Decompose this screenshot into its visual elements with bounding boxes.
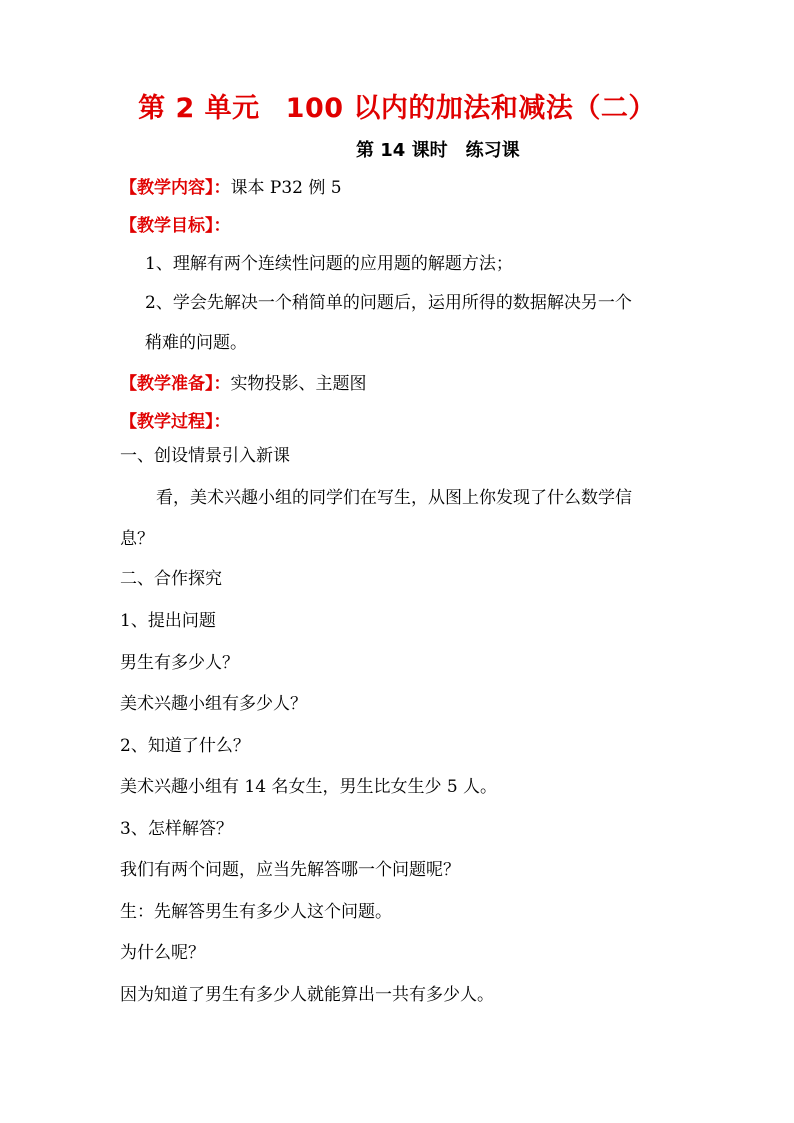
step-3-line-c: 为什么呢？ [120,943,205,963]
section-1-heading: 一、创设情景引入新课 [120,446,290,466]
goals-label: 【教学目标】： [120,216,231,236]
step-2-heading: 2、知道了什么？ [120,736,250,756]
unit-title [0,86,794,125]
content-line [120,176,342,200]
section-1-paragraph-line1: 看，美术兴趣小组的同学们在写生，从图上你发现了什么数学信 [156,488,632,508]
content-text: 课本 P32 例 5 [230,178,342,198]
step-1-heading: 1、提出问题 [120,611,216,631]
section-1-paragraph-line2: 息？ [120,529,154,549]
step-2-answer: 美术兴趣小组有 14 名女生，男生比女生少 5 人。 [120,777,498,797]
section-2-heading: 二、合作探究 [120,569,222,589]
lesson-number: 第 14 课时 [356,140,448,161]
goal-item-2-line1: 2、学会先解决一个稍简单的问题后，运用所得的数据解决另一个 [145,293,632,313]
lesson-type: 练习课 [465,140,520,161]
step-3-line-d: 因为知道了男生有多少人就能算出一共有多少人。 [120,985,494,1005]
unit-title-name: 100 以内的加法和减法（二） [285,93,656,124]
step-3-line-a: 我们有两个问题，应当先解答哪一个问题呢？ [120,860,460,880]
step-3-heading: 3、怎样解答？ [120,819,233,839]
prep-text: 实物投影、主题图 [230,374,367,394]
goal-item-1: 1、理解有两个连续性问题的应用题的解题方法； [145,254,513,274]
step-1-question-a: 男生有多少人？ [120,653,239,673]
process-label: 【教学过程】： [120,412,231,432]
content-label: 【教学内容】： [120,178,231,198]
step-1-question-b: 美术兴趣小组有多少人？ [120,694,307,714]
lesson-subtitle [356,136,520,162]
prep-line [120,372,367,396]
goal-item-2-line2: 稍难的问题。 [145,333,247,353]
step-3-line-b: 生：先解答男生有多少人这个问题。 [120,902,392,922]
unit-title-number: 第 2 单元 [138,93,260,124]
prep-label: 【教学准备】： [120,374,231,394]
goals-heading [120,214,231,238]
process-heading [120,410,231,434]
